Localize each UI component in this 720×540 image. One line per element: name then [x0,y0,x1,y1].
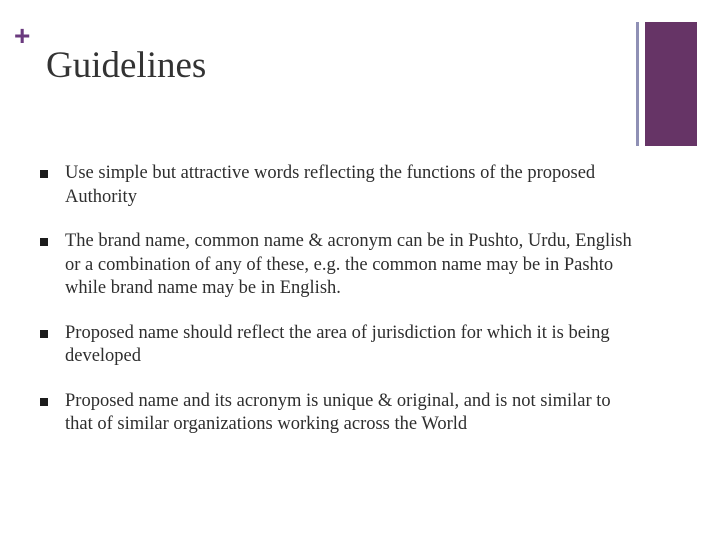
bullet-item [40,230,640,301]
bullet-item [40,390,640,437]
bullet-list [40,162,640,437]
square-bullet-icon [40,398,48,406]
square-bullet-icon [40,330,48,338]
plus-icon: + [14,20,31,51]
slide-title: Guidelines [46,45,207,86]
bullet-text: The brand name, common name & acronym can be in Pushto, Urdu, English or a combination of any of these, e.g. the common name may be in Pashto while brand name may be in English. [65,231,632,298]
bullet-text: Proposed name and its acronym is unique & original, and is not similar to that of similar organizations working across the World [65,390,611,434]
bullet-item [40,162,640,209]
square-bullet-icon [40,238,48,246]
bullet-text: Proposed name should reflect the area of jurisdiction for which it is being developed [65,322,610,366]
decorative-thick-bar [645,22,697,146]
decorative-thin-bar [636,22,639,146]
square-bullet-icon [40,170,48,178]
bullet-item [40,322,640,369]
bullet-text: Use simple but attractive words reflecting the functions of the proposed Authority [65,163,596,207]
